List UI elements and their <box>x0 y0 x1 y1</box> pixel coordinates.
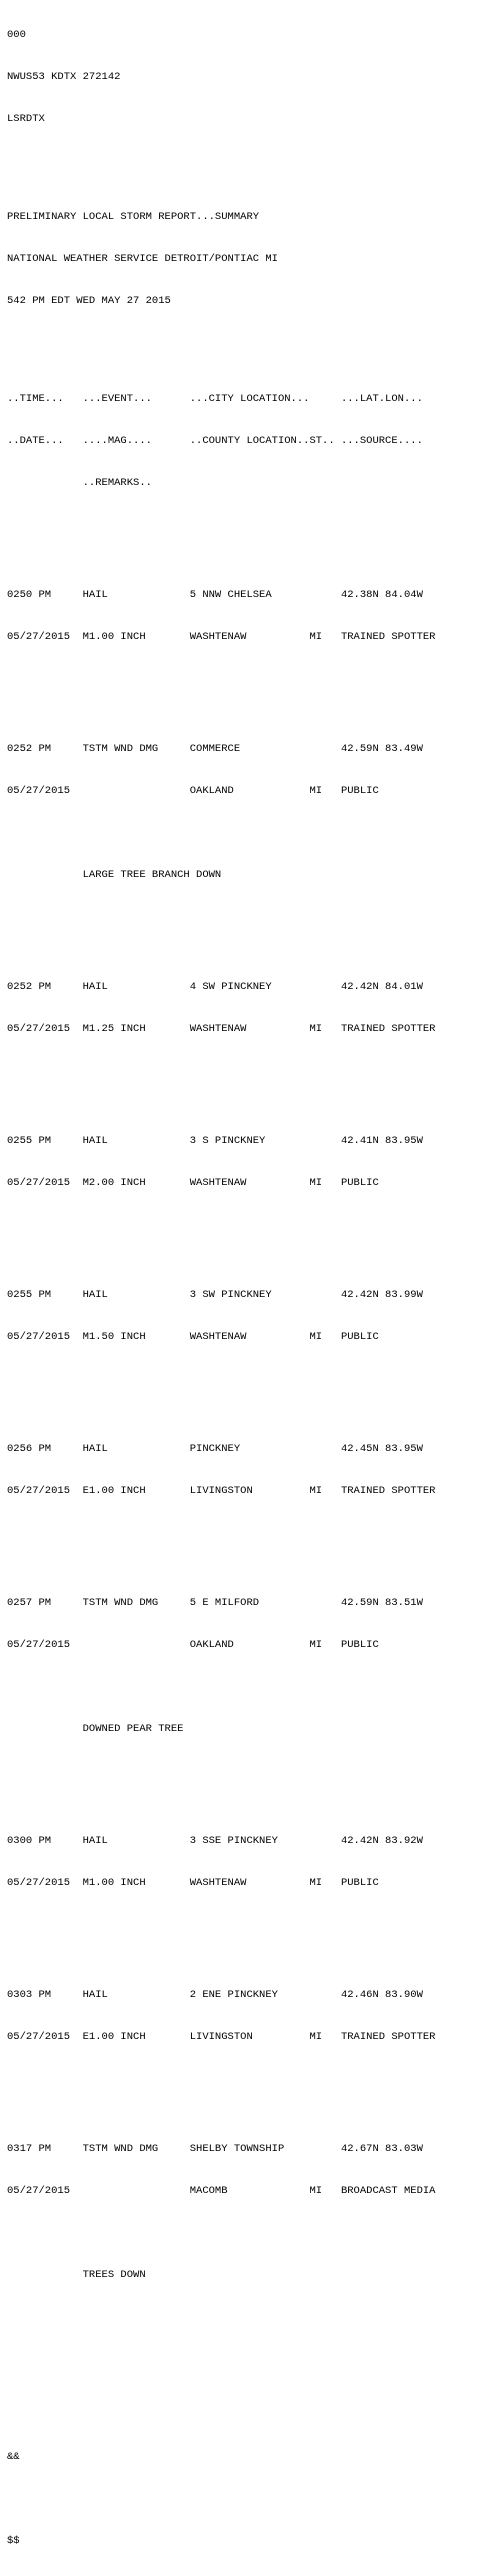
report-line-time-event-location: 0255 PM HAIL 3 SW PINCKNEY 42.42N 83.99W <box>7 1289 423 1301</box>
section-end-marker: && <box>7 2451 20 2463</box>
report-line-date-mag-county: 05/27/2015 OAKLAND MI PUBLIC <box>7 1639 379 1651</box>
report-line-date-mag-county: 05/27/2015 E1.00 INCH LIVINGSTON MI TRAINED SPOTTER <box>7 1485 436 1497</box>
report-line-time-event-location: 0256 PM HAIL PINCKNEY 42.45N 83.95W <box>7 1443 423 1455</box>
blank-line <box>7 2226 491 2240</box>
blank-line <box>7 518 491 532</box>
report-line-time-event-location: 0303 PM HAIL 2 ENE PINCKNEY 42.46N 83.90W <box>7 1989 423 2001</box>
header-line: 000 <box>7 29 26 41</box>
report-line-time-event-location: 0255 PM HAIL 3 S PINCKNEY 42.41N 83.95W <box>7 1135 423 1147</box>
report-remarks: LARGE TREE BRANCH DOWN <box>7 869 222 881</box>
blank-line <box>7 2394 491 2408</box>
report-remarks: DOWNED PEAR TREE <box>7 1723 184 1735</box>
blank-line <box>7 1680 491 1694</box>
report-line-date-mag-county: 05/27/2015 M1.50 INCH WASHTENAW MI PUBLIC <box>7 1331 379 1343</box>
blank-line <box>7 826 491 840</box>
blank-line <box>7 2492 491 2506</box>
report-line-date-mag-county: 05/27/2015 OAKLAND MI PUBLIC <box>7 785 379 797</box>
issuance-time-line: 542 PM EDT WED MAY 27 2015 <box>7 295 171 307</box>
blank-line <box>7 2310 491 2324</box>
report-remarks: TREES DOWN <box>7 2269 146 2281</box>
blank-line <box>7 1526 491 1540</box>
report-line-time-event-location: 0257 PM TSTM WND DMG 5 E MILFORD 42.59N 83.51W <box>7 1597 423 1609</box>
blank-line <box>7 1372 491 1386</box>
report-line-date-mag-county: 05/27/2015 M1.00 INCH WASHTENAW MI PUBLIC <box>7 1877 379 1889</box>
column-header-line: ..TIME... ...EVENT... ...CITY LOCATION... ...LAT.LON... <box>7 393 423 405</box>
product-end-marker: $$ <box>7 2535 20 2547</box>
blank-line <box>7 2072 491 2086</box>
blank-line <box>7 672 491 686</box>
report-line-time-event-location: 0252 PM TSTM WND DMG COMMERCE 42.59N 83.49W <box>7 743 423 755</box>
blank-line <box>7 336 491 350</box>
report-line-date-mag-county: 05/27/2015 M1.00 INCH WASHTENAW MI TRAINED SPOTTER <box>7 631 436 643</box>
column-header-line: ..REMARKS.. <box>7 477 152 489</box>
blank-line <box>7 1764 491 1778</box>
column-header-line: ..DATE... ....MAG.... ..COUNTY LOCATION..ST.. ...SOURCE.... <box>7 435 423 447</box>
report-line-date-mag-county: 05/27/2015 MACOMB MI BROADCAST MEDIA <box>7 2185 436 2197</box>
report-line-time-event-location: 0252 PM HAIL 4 SW PINCKNEY 42.42N 84.01W <box>7 981 423 993</box>
blank-line <box>7 1064 491 1078</box>
report-line-time-event-location: 0300 PM HAIL 3 SSE PINCKNEY 42.42N 83.92W <box>7 1835 423 1847</box>
blank-line <box>7 1918 491 1932</box>
report-line-time-event-location: 0250 PM HAIL 5 NNW CHELSEA 42.38N 84.04W <box>7 589 423 601</box>
header-line: LSRDTX <box>7 113 45 125</box>
blank-line <box>7 154 491 168</box>
blank-line <box>7 2352 491 2366</box>
report-title-line: PRELIMINARY LOCAL STORM REPORT...SUMMARY <box>7 211 260 223</box>
blank-line <box>7 1218 491 1232</box>
blank-line <box>7 910 491 924</box>
header-line: NWUS53 KDTX 272142 <box>7 71 121 83</box>
report-line-time-event-location: 0317 PM TSTM WND DMG SHELBY TOWNSHIP 42.67N 83.03W <box>7 2143 423 2155</box>
office-line: NATIONAL WEATHER SERVICE DETROIT/PONTIAC MI <box>7 253 278 265</box>
report-line-date-mag-county: 05/27/2015 M2.00 INCH WASHTENAW MI PUBLIC <box>7 1177 379 1189</box>
report-line-date-mag-county: 05/27/2015 E1.00 INCH LIVINGSTON MI TRAINED SPOTTER <box>7 2031 436 2043</box>
report-line-date-mag-county: 05/27/2015 M1.25 INCH WASHTENAW MI TRAINED SPOTTER <box>7 1023 436 1035</box>
